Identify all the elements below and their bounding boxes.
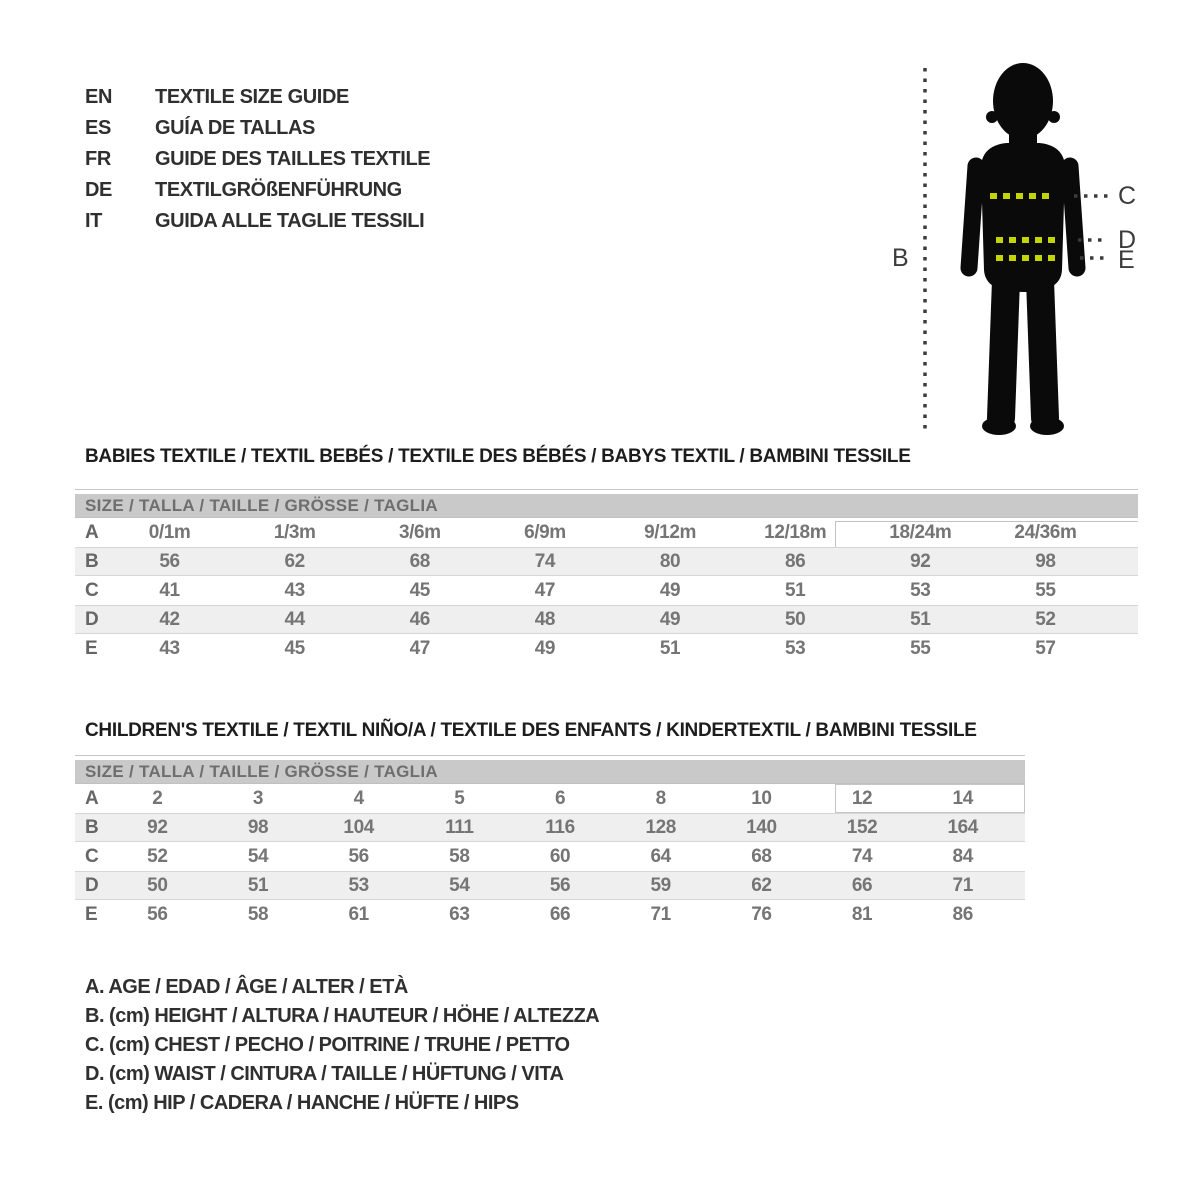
table-cell: 4 <box>353 787 364 809</box>
table-cell: 3 <box>252 787 264 809</box>
table-cell: 64 <box>650 845 671 867</box>
height-label: B <box>892 244 909 272</box>
legend-item: A. AGE / EDAD / ÂGE / ALTER / ETÀ <box>85 976 408 998</box>
table-cell: 76 <box>751 903 772 925</box>
table-cell: 55 <box>1035 579 1056 601</box>
table-cell: 111 <box>445 816 474 838</box>
table-cell: 92 <box>147 816 168 838</box>
table-cell: 0/1m <box>148 521 191 543</box>
table-row <box>75 576 1138 605</box>
language-code: IT <box>85 210 102 232</box>
row-label: C <box>85 845 99 867</box>
row-label: B <box>85 550 99 572</box>
table-cell: 74 <box>851 845 873 867</box>
language-row <box>85 144 430 175</box>
table-cell: 9/12m <box>644 521 696 543</box>
language-code: EN <box>85 86 112 108</box>
table-cell: 50 <box>785 608 806 630</box>
table-cell: 104 <box>343 816 374 838</box>
table-cell: 58 <box>449 845 470 867</box>
table-cell: 66 <box>851 874 873 896</box>
table-cell: 24/36m <box>1014 521 1077 543</box>
measurement-legend <box>85 973 599 1118</box>
table-cell: 63 <box>449 903 470 925</box>
row-label: D <box>85 874 99 896</box>
table-cell: 1/3m <box>273 521 316 543</box>
table-row <box>75 518 1138 547</box>
language-row <box>85 206 430 237</box>
table-row <box>75 547 1138 576</box>
table-row <box>75 784 1025 813</box>
table-cell: 60 <box>549 845 571 867</box>
table-cell: 74 <box>534 550 556 572</box>
table-cell: 56 <box>549 874 571 896</box>
table-cell: 86 <box>952 903 973 925</box>
language-code: ES <box>85 117 111 139</box>
table-cell: 6 <box>554 787 566 809</box>
row-label: A <box>85 787 99 809</box>
table-cell: 12/18m <box>764 521 827 543</box>
table-cell: 98 <box>247 816 269 838</box>
row-label: C <box>85 579 99 601</box>
table-row <box>75 813 1025 842</box>
table-cell: 53 <box>785 637 806 659</box>
table-cell: 53 <box>910 579 931 601</box>
table-cell: 54 <box>449 874 470 896</box>
language-code: FR <box>85 148 111 170</box>
child-silhouette <box>969 63 1077 435</box>
table-cell: 98 <box>1035 550 1056 572</box>
table-cell: 6/9m <box>524 521 566 543</box>
table-cell: 42 <box>159 608 180 630</box>
table-cell: 56 <box>348 845 369 867</box>
table-cell: 2 <box>152 787 163 809</box>
table-cell: 47 <box>534 579 556 601</box>
table-cell: 80 <box>659 550 681 572</box>
legend-item: E. (cm) HIP / CADERA / HANCHE / HÜFTE / HIPS <box>85 1092 519 1114</box>
table-cell: 18/24m <box>889 521 952 543</box>
child-silhouette-diagram <box>860 40 1200 460</box>
size-table-header: SIZE / TALLA / TAILLE / GRÖSSE / TAGLIA <box>75 494 1138 518</box>
table-cell: 84 <box>952 845 973 867</box>
table-cell: 92 <box>910 550 931 572</box>
chest-label: C <box>1118 182 1137 210</box>
table-cell: 71 <box>952 874 973 896</box>
row-label: B <box>85 816 99 838</box>
babies-section-title: BABIES TEXTILE / TEXTIL BEBÉS / TEXTILE DES BÉBÉS / BABYS TEXTIL / BAMBINI TESSILE <box>85 446 911 467</box>
table-cell: 44 <box>284 608 305 630</box>
legend-item: B. (cm) HEIGHT / ALTURA / HAUTEUR / HÖHE / ALTEZZA <box>85 1005 600 1027</box>
row-label: E <box>85 637 98 659</box>
table-cell: 3/6m <box>398 521 441 543</box>
table-cell: 49 <box>534 637 556 659</box>
table-cell: 50 <box>147 874 168 896</box>
table-cell: 68 <box>751 845 772 867</box>
table-cell: 66 <box>549 903 571 925</box>
language-label: GUIDE DES TAILLES TEXTILE <box>155 148 431 170</box>
table-cell: 55 <box>910 637 931 659</box>
children-section-title: CHILDREN'S TEXTILE / TEXTIL NIÑO/A / TEXTILE DES ENFANTS / KINDERTEXTIL / BAMBINI TESSILE <box>85 720 977 741</box>
table-cell: 49 <box>659 579 681 601</box>
table-cell: 56 <box>147 903 168 925</box>
language-row <box>85 175 430 206</box>
table-cell: 51 <box>659 637 681 659</box>
row-label: E <box>85 903 98 925</box>
table-cell: 51 <box>910 608 931 630</box>
table-cell: 12 <box>851 787 873 809</box>
table-cell: 57 <box>1035 637 1056 659</box>
table-cell: 46 <box>409 608 430 630</box>
table-cell: 51 <box>247 874 269 896</box>
language-row <box>85 82 430 113</box>
table-cell: 59 <box>650 874 671 896</box>
table-cell: 48 <box>534 608 556 630</box>
table-cell: 49 <box>659 608 681 630</box>
table-cell: 81 <box>851 903 873 925</box>
table-cell: 54 <box>247 845 269 867</box>
table-cell: 62 <box>284 550 305 572</box>
table-cell: 152 <box>846 816 878 838</box>
table-cell: 52 <box>147 845 168 867</box>
table-row <box>75 871 1025 900</box>
table-row <box>75 605 1138 634</box>
table-top-divider <box>75 755 1025 756</box>
table-cell: 43 <box>159 637 180 659</box>
table-cell: 86 <box>785 550 806 572</box>
language-label: TEXTILE SIZE GUIDE <box>155 86 349 108</box>
table-cell: 14 <box>952 787 973 809</box>
row-label: A <box>85 521 99 543</box>
table-cell: 51 <box>785 579 806 601</box>
table-cell: 8 <box>655 787 666 809</box>
table-cell: 62 <box>751 874 772 896</box>
table-cell: 45 <box>284 637 305 659</box>
table-row <box>75 842 1025 871</box>
table-cell: 116 <box>545 816 575 838</box>
table-row <box>75 634 1138 663</box>
language-label: GUÍA DE TALLAS <box>155 117 315 139</box>
language-label: TEXTILGRÖßENFÜHRUNG <box>155 179 402 201</box>
table-cell: 61 <box>348 903 369 925</box>
table-cell: 5 <box>454 787 465 809</box>
table-cell: 128 <box>645 816 676 838</box>
size-table-header: SIZE / TALLA / TAILLE / GRÖSSE / TAGLIA <box>75 760 1025 784</box>
table-cell: 71 <box>650 903 671 925</box>
children-size-table <box>75 755 1025 929</box>
table-cell: 53 <box>348 874 369 896</box>
table-cell: 41 <box>159 579 180 601</box>
table-top-divider <box>75 489 1138 490</box>
language-label: GUIDA ALLE TAGLIE TESSILI <box>155 210 425 232</box>
table-cell: 10 <box>751 787 772 809</box>
table-cell: 56 <box>159 550 180 572</box>
table-cell: 164 <box>947 816 978 838</box>
legend-item: C. (cm) CHEST / PECHO / POITRINE / TRUHE / PETTO <box>85 1034 570 1056</box>
measurement-figure <box>860 40 1200 460</box>
table-cell: 58 <box>247 903 269 925</box>
table-cell: 43 <box>284 579 305 601</box>
table-cell: 140 <box>746 816 777 838</box>
hip-label: E <box>1118 246 1135 274</box>
table-cell: 45 <box>409 579 430 601</box>
legend-item: D. (cm) WAIST / CINTURA / TAILLE / HÜFTUNG / VITA <box>85 1063 564 1085</box>
babies-size-table <box>75 489 1138 663</box>
waist-label: D <box>1118 226 1137 254</box>
language-row <box>85 113 430 144</box>
table-cell: 52 <box>1035 608 1056 630</box>
table-row <box>75 900 1025 929</box>
table-cell: 68 <box>409 550 430 572</box>
language-code: DE <box>85 179 112 201</box>
table-cell: 47 <box>409 637 430 659</box>
language-list <box>85 82 430 237</box>
row-label: D <box>85 608 99 630</box>
